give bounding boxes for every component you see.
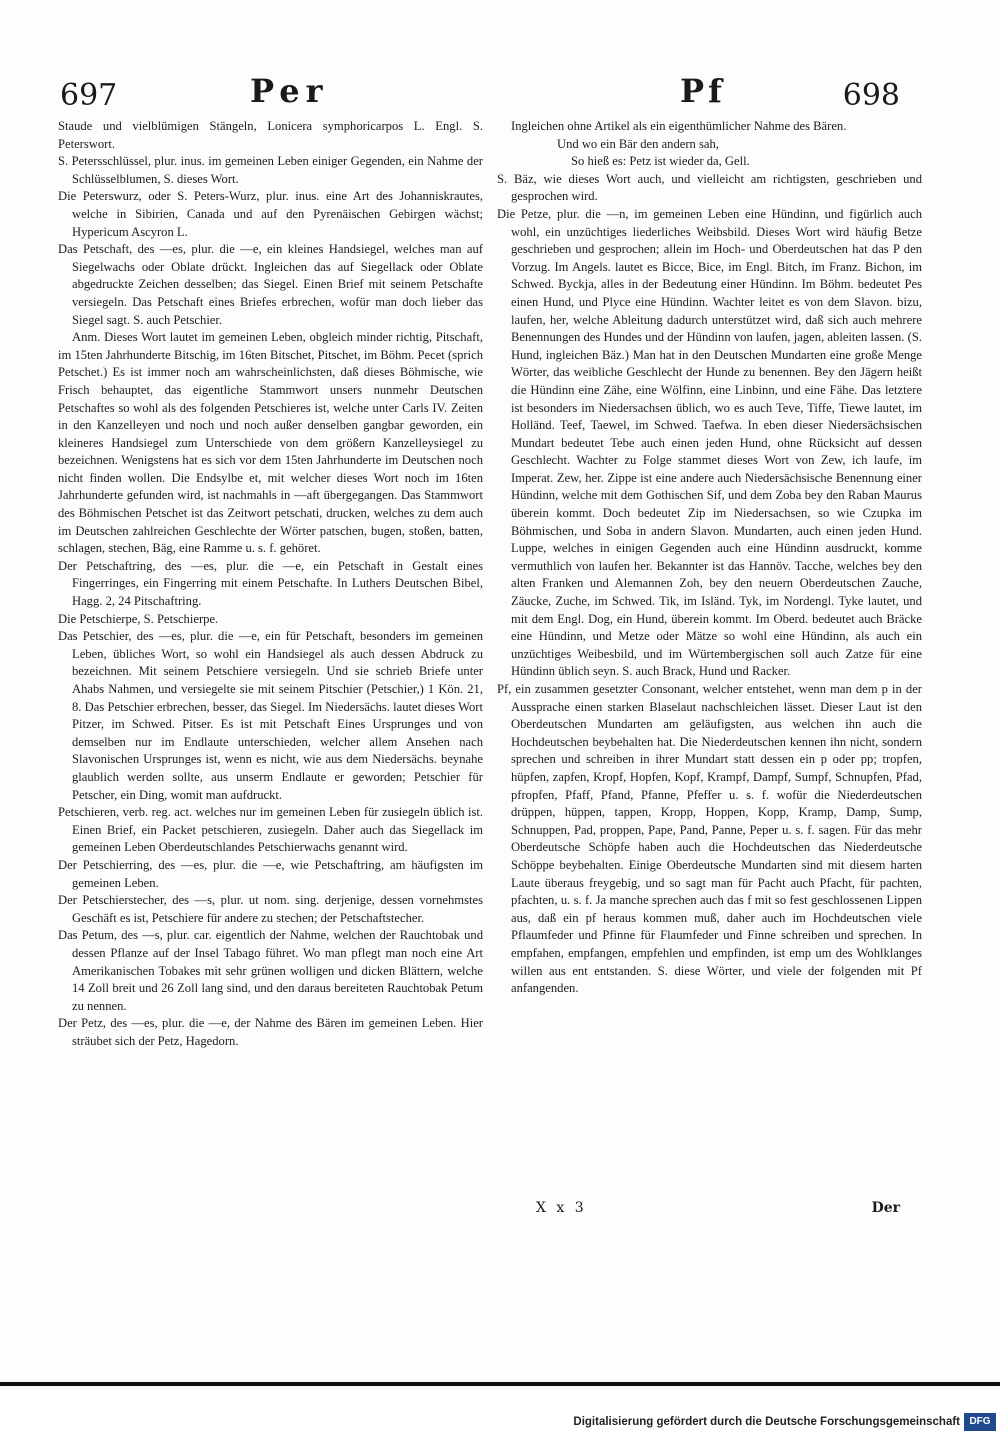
entry-petschieren: Petschieren, verb. reg. act. welches nur im gemeinen Leben für zusiegeln üblich ist. Einen Brief, ein Packet petschieren, zusiegeln. Daher auch das Siegellack im gemeinen Leben Oberdeutschlandes Petschierwachs genannt wird. [58, 805, 483, 855]
page-number-right: 698 [842, 78, 900, 113]
page-foot [60, 1200, 900, 1224]
entry-petschaft-annotation: Anm. Dieses Wort lautet im gemeinen Leben, obgleich minder richtig, Pitschaft, im 15ten Jahrhunderte Bitschig, im 16ten Bitschet, Pitschet, im Böhm. Pecet (sprich Petschet.) Es ist immer noch am wahrscheinlichsten, daß dieses Böhmische, wie Frisch behauptet, das eigentliche Stammwort unsers nunmehr Deutschen Petschaftes so wohl als des folgenden Petschieres ist, welche unter Carls IV. Zeiten in den Kanzelleyen und noch und noch außer denselben gangbar geworden, ein kleineres Handsiegel zum Unterschiede von dem größern Kanzelleysiegel zu bezeichnen. Wenigstens hat es sich vor dem 15ten Jahrhunderte im Deutschen noch nicht finden wollen. Die Endsylbe et, mit welcher dieses Wort noch im 16ten Jahrhunderte gefunden wird, ist nachmahls in —aft übergegangen. Das Stammwort des Böhmischen Petschet ist das Zeitwort petschati, drucken, welches zu dem auch im Deutschen zahlreichen Geschlechte der Wörter patschen, bugen, stoßen, batten, schlagen, stechen, Bäg, eine Ramme u. s. f. gehöret. [58, 330, 483, 556]
running-keyword-right: Pf [680, 72, 726, 110]
entry-petschaft: Das Petschaft, des —es, plur. die —e, ein kleines Handsiegel, welches man auf Siegelwachs oder Oblate drückt. Ingleichen das auf Siegellack oder Oblate abgedruckte Zeichen desselben; das Siegel. Einen Brief mit seinem Petschafte versiegeln. Das Petschaft eines Briefes erbrechen, wofür man doch lieber das Siegel sagt. S. auch Petschier. [58, 242, 483, 327]
entry-pf: Pf, ein zusammen gesetzter Consonant, welcher entstehet, wenn man dem p in der Aussprache einen starken Blaselaut nachschleichen lässet. Dieser Laut ist den Oberdeutschen Mundarten am geläufigsten, aus welchen ihn auch die Hochdeutschen beybehalten hat. Die Niederdeutschen kennen ihn nicht, sondern sprechen und schreiben in ihrer Mundart statt dessen ein p oder pp; tropfen, hüpfen, zapfen, Kropf, Hopfen, Kopf, Krampf, Dampf, Sumpf, Schnupfen, Pfad, pfropfen, Pfaff, Pfand, Pfanne, Pfeffer u. s. f. wofür die Niederdeutschen drüppen, hüppen, tappen, Kropp, Hoppen, Kopp, Kramp, Damp, Sump, Schnuppen, Pad, proppen, Pape, Pand, Panne, Peper u. s. f. sagen. Für das mehr Oberdeutsche Schöpfe haben auch die Hochdeutschen das Niederdeutsche Schöppe beybehalten. Einige Oberdeutsche Mundarten sind mit diesem harten Laute überaus freygebig, und so sagt man für Pacht auch Pfacht, für pachten, pfachten, u. s. f. Ja manche sprechen auch das f mit so fest geschlossenen Lippen aus, daß ein pf heraus kommen muß, daher auch im Hochdeutschen viele Pflaumfeder und Pfinne für Flaumfeder und Finne schreiben und sprechen. In empfahen, empfangen, empfehlen und empfinden, ist emp um des Wohlklanges willen aus ent entstanden. S. diese Wörter, und viele der folgenden mit Pf anfangenden. [497, 682, 922, 996]
entry-petze: Die Petze, plur. die —n, im gemeinen Leben eine Hündinn, und figürlich auch wohl, ein unzüchtiges liederliches Weibsbild. Dieses Wort wird häufig Betze geschrieben und gesprochen; allein im Hoch- und Oberdeutschen hat das P den Vorzug. Im Angels. lautet es Bicce, Bice, im Engl. Bitch, im Franz. Bichon, im Schwed. Byckja, alles in der Bedeutung einer Hündinn. Im Böhm. bedeutet Pes einen Hund, und Plyce eine Hündinn. Wachter leitet es von dem Slavon. bizu, laufen, her, welche Ableitung dadurch unterstützet wird, daß sich auch mehrere Benennungen des Hundes und der Hündinn von laufen, jagen, ableiten lassen. (S. Hund, ingleichen Bäz.) Man hat in den Deutschen Mundarten eine große Menge Wörter, das weibliche Geschlecht der Hunde zu benennen. Bey den Jägern heißt die Hündinn eine Zähe, eine Wölfinn, eine Linbinn, und eine Fähe. Das letztere ist besonders im Niedersachsen üblich, wo es auch Teve, Tiffe, Tiewe lautet, im Holländ. Teef, Taewel, im Schwed. Taefwa. In eben dieser Niedersächsischen Mundart bedeutet Tebe auch einen jeden Hund, ohne Rücksicht auf dessen Geschlecht. Wachter zu Folge stammet dieses Wort von Zew, ich laufe, im Imperat. Zew, her. Zippe ist eine andere auch Niedersächsische Benennung einer Hündinn, welche mit dem Gothischen Sif, und dem Zoba bey den Raban Maurus überein kommt. Doch bedeutet Zip im Niedersachsen, so wie Czupka im Böhmischen, und Soba in andern Slavon. Mundarten, auch einen jeden Hund. Luppe, welches in einigen Gegenden auch eine Hündinn ausdruckt, komme vermuthlich von laufen her. Bekannter ist das Hannöv. Tacche, welches bey den alten Franken und Alemannen Zoh, bey den neuern Oberdeutschen Zauche, Zäucke, Zuche, im Schwed. Tik, im Isländ. Tyk, im Nordengl. Tyke lautet, und mit dem Engl. Dog, ein Hund, überein kommt. Im Oberd. bedeutet auch Bräcke eine Hündinn, und Metze oder Mätze so wohl eine Hündinn, als auch ein unzüchtiges Weibesbild, und im Würtembergischen soll auch Zatze für eine Hündinn üblich seyn. S. auch Brack, Hund und Racker. [497, 206, 922, 679]
dfg-logo: DFG [964, 1413, 996, 1431]
entry-petschierstecher: Der Petschierstecher, des —s, plur. ut nom. sing. derjenige, dessen vornehmstes Geschäft es ist, Petschiere für andere zu stechen; der Petschaftstecher. [58, 893, 483, 925]
signature-mark: X x 3 [536, 1200, 587, 1216]
right-column [497, 118, 922, 1198]
entry-continuation: Staude und vielblümigen Stängeln, Lonicera symphoricarpos L. Engl. S. Peterswort. [58, 119, 483, 151]
funding-credit: Digitalisierung gefördert durch die Deutsche Forschungsgemeinschaft [573, 1416, 960, 1428]
page-number-left: 697 [60, 78, 118, 113]
entry-petz: Der Petz, des —es, plur. die —e, der Nahme des Bären im gemeinen Leben. Hier sträubet sich der Petz, Hagedorn. [58, 1016, 483, 1048]
verse-line-1: Und wo ein Bär den andern sah, [557, 136, 719, 151]
entry-petschaftring: Der Petschaftring, des —es, plur. die —e, ein Petschaft in Gestalt eines Fingerringes, ein Fingerring mit einem Petschafte. In Luthers Deutschen Bibel, Hagg. 2, 24 Pitschaftring. [58, 558, 483, 609]
running-keyword-left: Per [250, 72, 329, 110]
entry-petschierpe: Die Petschierpe, S. Petschierpe. [58, 611, 219, 626]
catchword: Der [871, 1200, 900, 1216]
entry-peterswurz: Die Peterswurz, oder S. Peters-Wurz, plur. inus. eine Art des Johanniskrautes, welche in Sibirien, Canada und auf den Pyrenäischen Gebirgen wächst; Hypericum Ascyron L. [58, 189, 483, 239]
verse-line-2: So hieß es: Petz ist wieder da, Gell. [571, 154, 750, 169]
entry-petschierring: Der Petschierring, des —es, plur. die —e, wie Petschaftring, am häufigsten im gemeinen Leben. [58, 857, 483, 890]
entry-petersschluessel: S. Petersschlüssel, plur. inus. im gemeinen Leben einiger Gegenden, ein Nahme der Schlüsselblumen, S. dieses Wort. [58, 154, 483, 186]
entry-petschier: Das Petschier, des —es, plur. die —e, ein für Petschaft, besonders im gemeinen Leben, übliches Wort, so wohl ein Handsiegel als auch dessen Abdruck zu bezeichnen. Mit seinem Petschiere versiegeln. Und sie schrieb Briefe unter Ahabs Nahmen, und versiegelte sie mit seinem Pitschier (Petschier,) 1 Kön. 21, 8. Das Petschier erbrechen, besser, das Siegel. Im Niedersächs. lautet dieses Wort Pitzer, im Schwed. Pitser. Es ist mit Petschaft Eines Ursprunges und von demselben nur im Endlaute unterschieden, welcher allem Ansehen nach Slavonischen Ursprunges ist, wenn es nicht, wie aus dem Niedersächs. beynahe glaublich werden sollte, aus unserm Endlaute er geworden; Petschier für Petscher, ein Ding, womit man aufdruckt. [58, 629, 483, 802]
entry-baez-reference: S. Bäz, wie dieses Wort auch, und vielleicht am richtigsten, geschrieben und gesprochen wird. [497, 171, 922, 204]
entry-petz-continuation: Ingleichen ohne Artikel als ein eigenthümlicher Nahme des Bären. [511, 119, 847, 133]
left-column [58, 118, 483, 1198]
entry-petum: Das Petum, des —s, plur. car. eigentlich der Nahme, welchen der Rauchtobak und dessen Pflanze auf der Insel Tabago führet. Wo man pflegt man noch eine Art Amerikanischen Tobakes mit sehr grünen wolligen und dicken Blättern, welche 14 Zoll breit und 26 Zoll lang sind, und den daraus bereiteten Rauchtobak Petum zu nennen. [58, 928, 483, 1013]
digitization-footer [0, 1386, 1000, 1432]
running-header [60, 72, 900, 112]
